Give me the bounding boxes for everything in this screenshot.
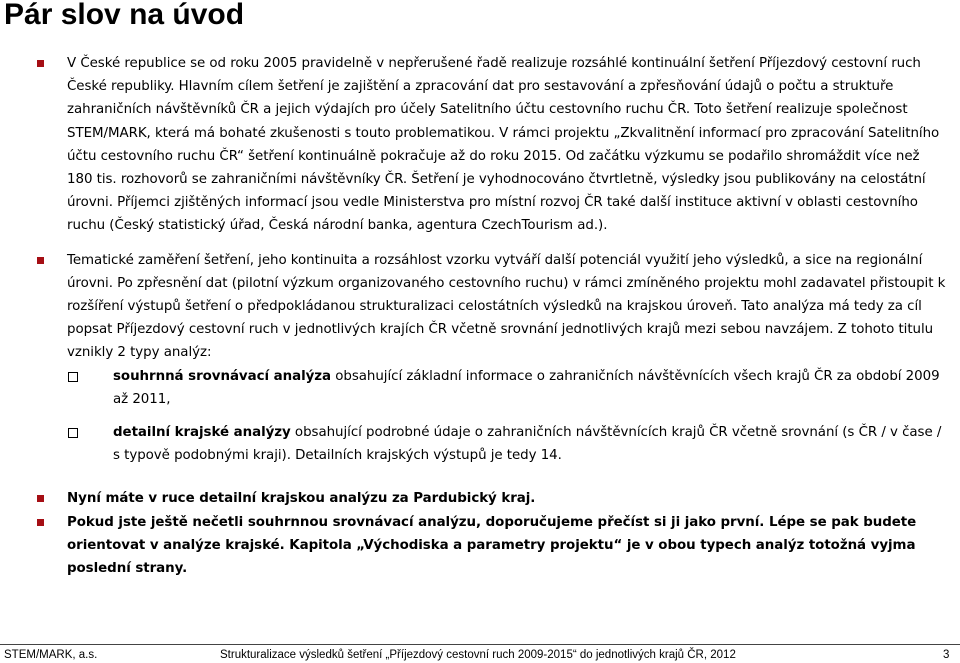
intro-paragraph-text: V České republice se od roku 2005 pravidelně v nepřerušené řadě realizuje rozsáhlé kontinuální šetření Příjezdový cestovní ruch České republiky. Hlavním cílem šetření je zajištění a zpracování dat pro sestavování a zpřesňování údajů o počtu a struktuře zahraničních návštěvníků ČR a jejich výdajích pro účely Satelitního účtu cestovního ruchu ČR. Toto šetření realizuje společnost STEM/MARK, která má bohaté zkušenosti s touto problematikou. V rámci projektu „Zkvalitnění informací pro zpracování Satelitního účtu cestovního ruchu ČR“ šetření kontinuálně pokračuje až do roku 2015. Od začátku výzkumu se podařilo shromáždit více než 180 tis. rozhovorů se zahraničními návštěvníky ČR. Šetření je vyhodnocováno čtvrtletně, výsledky jsou publikovány na celostátní úrovni. Příjemci zjištěných informací jsou vedle Ministerstva pro místní rozvoj ČR také další instituce aktivní v oblasti cestovního ruchu (Český statistický úřad, Česká národní banka, agentura CzechTourism ad.). (67, 56, 940, 234)
footer-page-number: 3 (943, 649, 950, 661)
focus-paragraph-text: Tematické zaměření šetření, jeho kontinuita a rozsáhlost vzorku vytváří další potenciál využití jeho výsledků, a sice na regionální úrovni. Po zpřesnění dat (pilotní výzkum organizovaného cestovního ruchu) v rámci zmíněného projektu mohl zadavatel přistoupit k rozšíření výstupů šetření o předpokládanou strukturalizaci celostátních výsledků na krajskou úroveň. Tato analýza má tedy za cíl popsat Příjezdový cestovní ruch v jednotlivých krajích ČR včetně srovnání jednotlivých krajů mezi sebou navzájem. Z tohoto titulu vznikly 2 typy analýz: (67, 252, 946, 361)
square-bullet-icon (37, 257, 44, 264)
square-bullet-icon (37, 60, 44, 67)
intro-paragraph (0, 52, 960, 238)
analysis-type-summary-name: souhrnná srovnávací analýza (113, 368, 332, 384)
region-note (0, 487, 960, 510)
reading-advice (0, 511, 960, 581)
reading-advice-text: Pokud jste ještě nečetli souhrnnou srovnávací analýzu, doporučujeme přečíst si ji jako první. Lépe se pak budete orientovat v analýze krajské. Kapitola „Východiska a parametry projektu“ je v obou typech analýz totožná vyjma poslední strany. (67, 514, 917, 577)
analysis-type-detail (0, 421, 960, 467)
region-note-text: Nyní máte v ruce detailní krajskou analýzu za Pardubický kraj. (67, 491, 536, 507)
footer-company: STEM/MARK, a.s. (4, 649, 98, 661)
footer-divider (0, 644, 960, 645)
square-bullet-icon (37, 495, 44, 502)
page-title: Pár slov na úvod (4, 0, 245, 31)
hollow-square-bullet-icon (68, 428, 78, 438)
analysis-type-detail-desc: obsahující podrobné údaje o zahraničních návštěvnících krajů ČR včetně srovnání (s ČR / v čase / s typově podobnými kraji). Detailních krajských výstupů je tedy 14. (113, 425, 942, 464)
analysis-type-detail-name: detailní krajské analýzy (113, 425, 291, 441)
focus-paragraph (0, 249, 960, 365)
square-bullet-icon (37, 519, 44, 526)
hollow-square-bullet-icon (68, 372, 78, 382)
main-content (0, 52, 960, 580)
analysis-type-summary (0, 365, 960, 411)
analysis-type-summary-desc: obsahující základní informace o zahraničních návštěvnících všech krajů ČR za období 2009 až 2011, (113, 368, 940, 407)
spacer (0, 467, 960, 487)
footer-document-title: Strukturalizace výsledků šetření „Příjezdový cestovní ruch 2009-2015“ do jednotlivých krajů ČR, 2012 (220, 649, 736, 661)
